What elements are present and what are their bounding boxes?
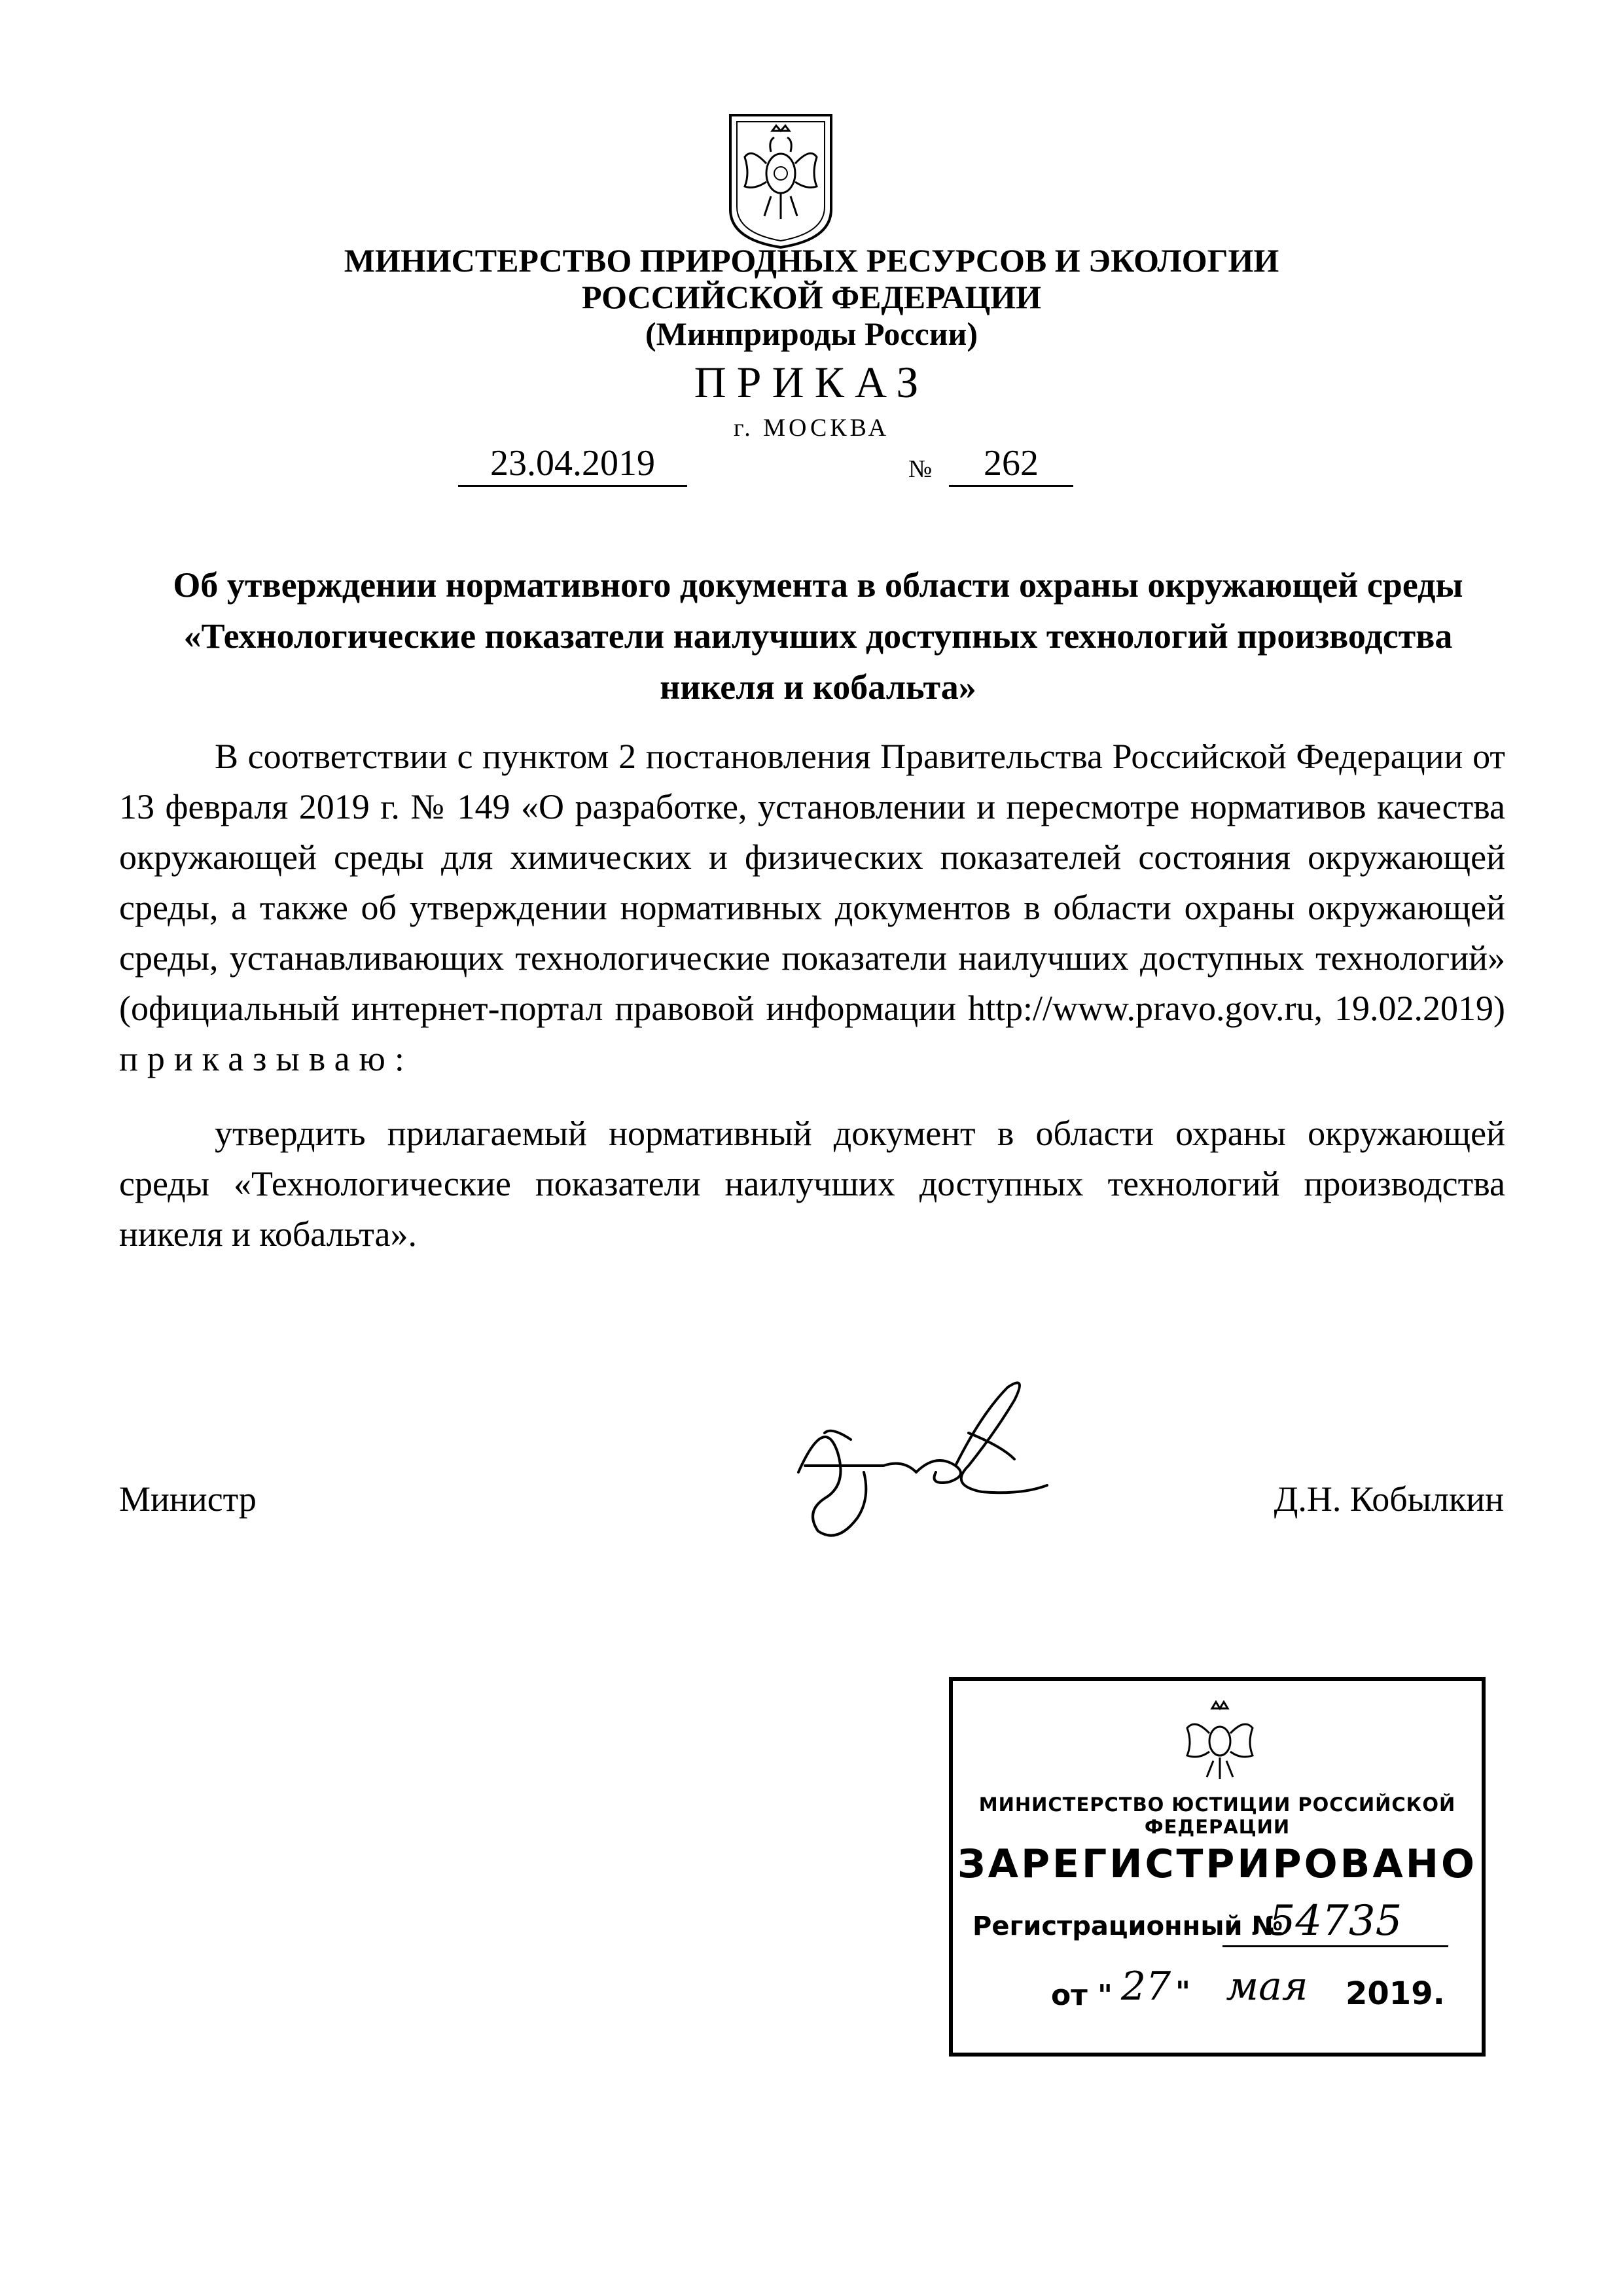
order-word: приказываю: <box>119 1039 414 1078</box>
coat-of-arms-icon <box>725 111 836 251</box>
handwritten-signature <box>785 1374 1086 1564</box>
stamp-from-label: от " <box>1051 1979 1113 2012</box>
order-date: 23.04.2019 <box>458 442 687 487</box>
stamp-day: 27 <box>1120 1964 1171 2009</box>
doc-type: ПРИКАЗ <box>694 357 929 407</box>
stamp-quote-close: " <box>1175 1975 1190 2009</box>
ministry-line1: МИНИСТЕРСТВО ПРИРОДНЫХ РЕСУРСОВ И ЭКОЛОГИИ <box>344 242 1279 279</box>
body-paragraph-1 <box>119 732 1505 1084</box>
ministry-line2: РОССИЙСКОЙ ФЕДЕРАЦИИ <box>581 279 1042 315</box>
ministry-name <box>0 242 1623 352</box>
stamp-reg-number: 54735 <box>1222 1897 1448 1947</box>
order-subject: Об утверждении нормативного документа в области охраны окружающей среды «Технологические показатели наилучших доступных технологий производства никеля и кобальта» <box>173 565 1463 707</box>
body-paragraph-2: утвердить прилагаемый нормативный документ в области охраны окружающей среды «Технологические показатели наилучших доступных технологий производства никеля и кобальта». <box>119 1114 1505 1254</box>
stamp-registered: ЗАРЕГИСТРИРОВАНО <box>957 1841 1477 1887</box>
city: г. МОСКВА <box>733 414 890 442</box>
signer-name: Д.Н. Кобылкин <box>1274 1479 1504 1519</box>
stamp-reg-label: Регистрационный № <box>972 1911 1283 1941</box>
ministry-short: (Минприроды России) <box>645 315 978 352</box>
paragraph-1-text: В соответствии с пунктом 2 постановления Правительства Российской Федерации от 13 февраля 2019 г. № 149 «О разработке, установлении и пересмотре нормативов качества окружающей среды для химических и физических показателей состояния окружающей среды, а также об утверждении нормативных документов в области охраны окружающей среды, устанавливающих технологические показатели наилучших доступных технологий» (официальный интернет-портал правовой информации http://www.pravo.gov.ru, 19.02.2019) <box>119 737 1505 1028</box>
signer-position: Министр <box>119 1479 257 1519</box>
stamp-year: 2019. <box>1346 1975 1445 2012</box>
number-label: № <box>908 455 933 483</box>
stamp-month: мая <box>1226 1964 1308 2009</box>
registration-stamp <box>949 1677 1486 2057</box>
stamp-coat-of-arms-icon <box>1181 1695 1259 1780</box>
order-number: 262 <box>949 442 1073 487</box>
stamp-ministry: МИНИСТЕРСТВО ЮСТИЦИИ РОССИЙСКОЙ ФЕДЕРАЦИИ <box>978 1793 1456 1838</box>
